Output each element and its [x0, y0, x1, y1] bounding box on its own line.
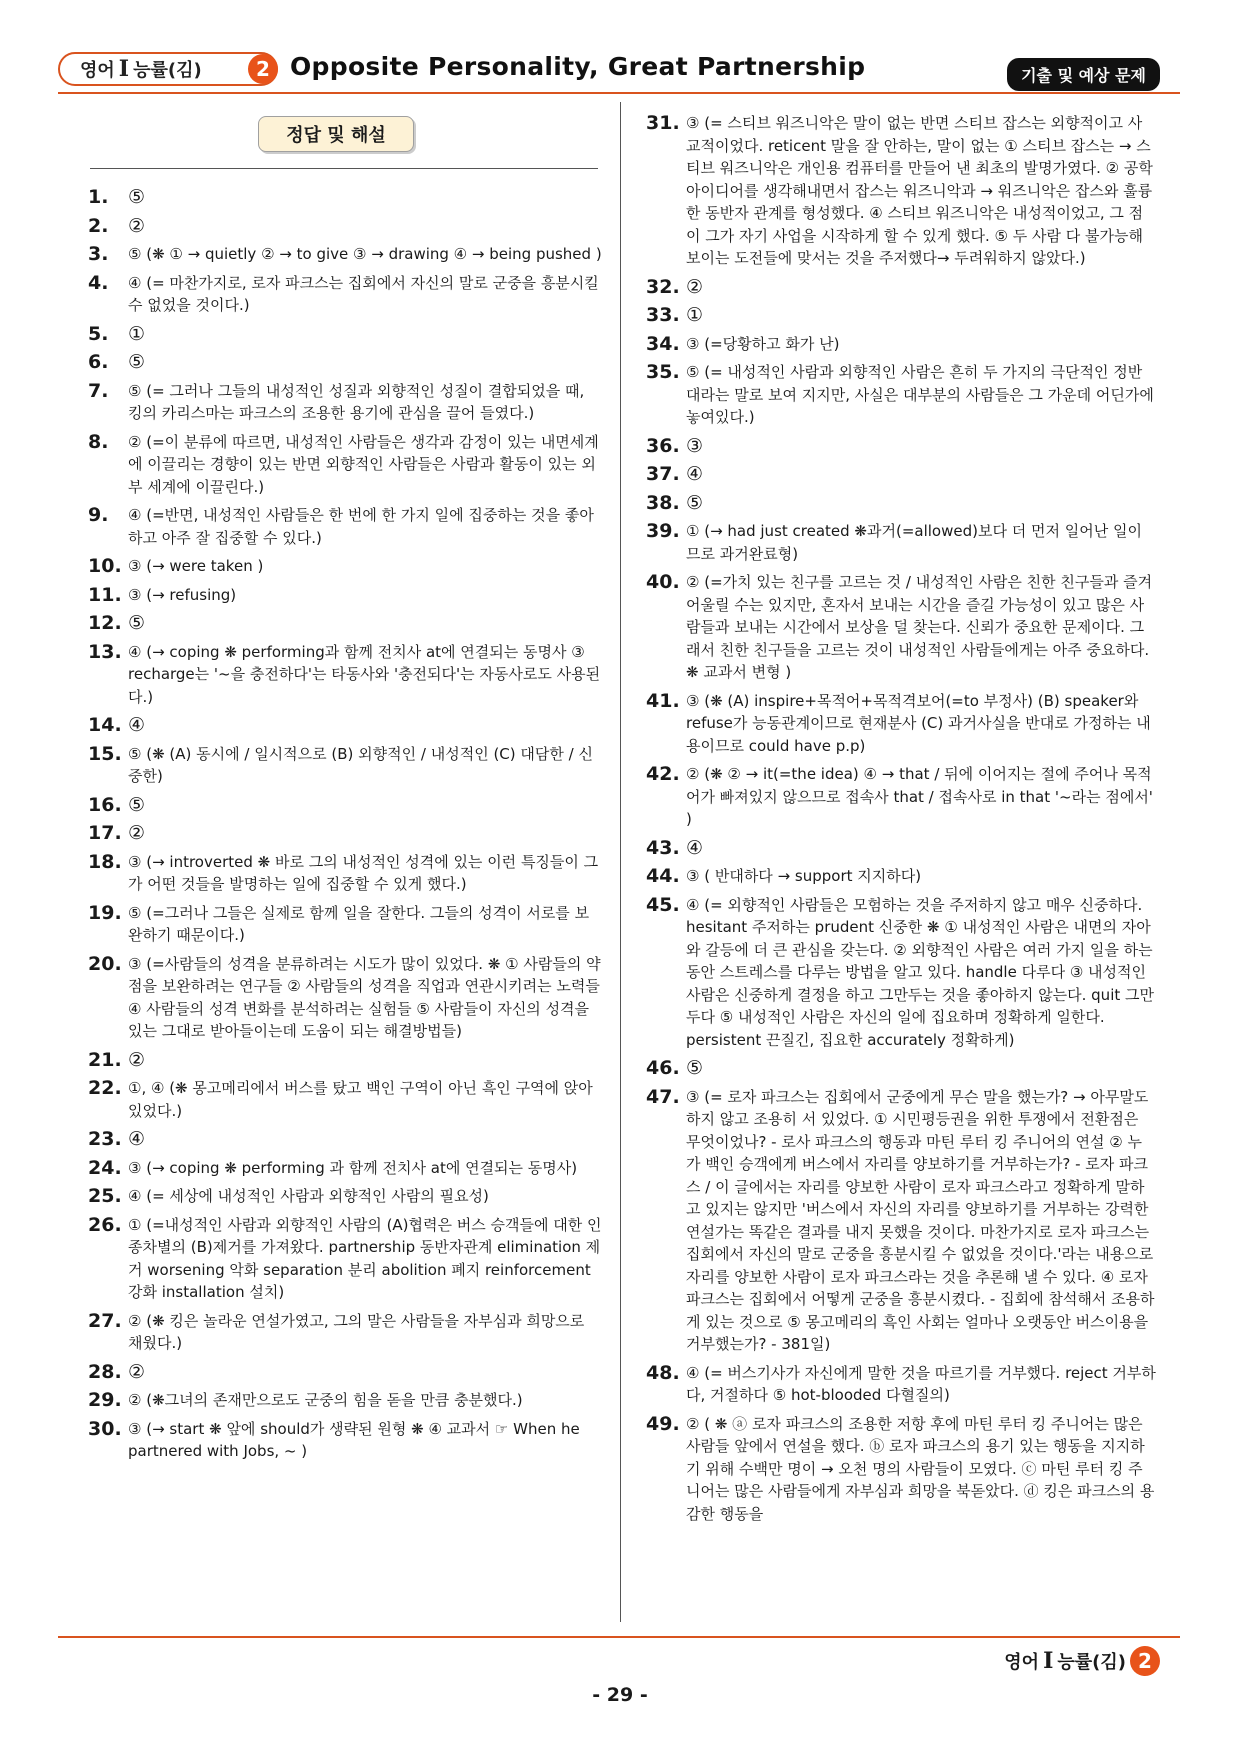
- answer-text: ⑤: [128, 612, 146, 634]
- answer-number: 2.: [88, 214, 109, 237]
- answer-item: [88, 641, 602, 709]
- answer-text: ①: [128, 322, 146, 345]
- answer-number: 35.: [646, 361, 680, 383]
- answer-text: ⑤ (=그러나 그들은 실제로 함께 일을 잘한다. 그들의 성격이 서로를 보완하기 때문이다.): [128, 903, 590, 944]
- answer-text: ② (❋그녀의 존재만으로도 군중의 힘을 돋을 만큼 충분했다.): [128, 1391, 523, 1409]
- answer-text: ② ( ❋ ⓐ 로자 파크스의 조용한 저항 후에 마틴 루터 킹 주니어는 많은 사람들 앞에서 연설을 했다. ⓑ 로자 파크스의 용기 있는 행동을 지지하기 위해 수백만 명이 → 오천 명의 사람들이 모였다. ⓒ 마틴 루터 킹 주니어는 많은 사람들에게 자부심과 희망을 북돋았다. ⓓ 킹은 파크스의 용감한 행동을: [686, 1414, 1155, 1523]
- answer-text: ④: [128, 714, 146, 736]
- answer-item: [646, 463, 1156, 486]
- answer-text: ⑤: [686, 491, 704, 514]
- answer-item: [88, 215, 602, 238]
- page-header: [58, 48, 1180, 94]
- answer-item: [88, 380, 602, 425]
- answer-item: [646, 571, 1156, 684]
- answer-item: [88, 1418, 602, 1463]
- answer-text: ⑤ (❋ (A) 동시에 / 일시적으로 (B) 외향적인 / 내성적인 (C) 대담한 / 신중한): [128, 744, 593, 785]
- answer-text: ④: [686, 836, 704, 859]
- answer-text: ③: [686, 434, 704, 457]
- answer-text: ⑤ (= 그러나 그들의 내성적인 성질과 외향적인 성질이 결합되었을 때, 킹의 카리스마는 파크스의 조용한 용기에 관심을 끌어 들였다.): [128, 381, 585, 422]
- answer-number: 45.: [646, 893, 680, 916]
- answer-number: 17.: [88, 822, 122, 844]
- answer-item: [88, 902, 602, 947]
- answer-item: [88, 1310, 602, 1355]
- answer-number: 41.: [646, 689, 680, 712]
- answer-text: ⑤: [128, 351, 146, 373]
- answer-number: 29.: [88, 1389, 122, 1411]
- answer-item: [88, 1389, 602, 1412]
- answer-text: ①: [686, 304, 704, 326]
- answer-item: [88, 323, 602, 346]
- answer-number: 47.: [646, 1085, 680, 1108]
- answer-text: ③ ( 반대하다 → support 지지하다): [686, 867, 922, 885]
- answer-text: ①, ④ (❋ 몽고메리에서 버스를 탔고 백인 구역이 아닌 흑인 구역에 앉아 있었다.): [128, 1079, 593, 1120]
- answer-item: [88, 186, 602, 209]
- answer-item: [88, 431, 602, 499]
- answers-column-left: [88, 186, 602, 1469]
- answer-text: ② (❋ ② → it(=the idea) ④ → that / 뒤에 이어지는 절에 주어나 목적어가 빠져있지 않으므로 접속사 that / 접속사로 in that '~라는 점에서' ): [686, 765, 1153, 828]
- answer-item: [88, 743, 602, 788]
- answer-text: ④ (= 마찬가지로, 로자 파크스는 집회에서 자신의 말로 군중을 흥분시킬 수 없었을 것이다.): [128, 273, 599, 314]
- answer-text: ②: [128, 822, 146, 844]
- footer-subject-prefix: 영어: [1004, 1652, 1040, 1673]
- answer-number: 31.: [646, 112, 680, 134]
- lesson-title: Opposite Personality, Great Partnership: [290, 52, 866, 81]
- answer-text: ⑤ (❋ ① → quietly ② → to give ③ → drawing ④ → being pushed ): [128, 245, 602, 263]
- answer-item: [88, 1214, 602, 1304]
- answer-number: 22.: [88, 1077, 122, 1099]
- answer-number: 10.: [88, 555, 122, 577]
- answer-text: ⑤: [128, 186, 146, 208]
- answer-number: 14.: [88, 714, 122, 736]
- answer-text: ④ (= 버스기사가 자신에게 말한 것을 따르기를 거부했다. reject 거부하다, 거절하다 ⑤ hot-blooded 다혈질의): [686, 1363, 1156, 1404]
- answer-number: 26.: [88, 1213, 122, 1236]
- answer-item: [646, 1362, 1156, 1407]
- answer-item: [646, 837, 1156, 860]
- answer-number: 9.: [88, 504, 109, 526]
- answer-item: [646, 304, 1156, 327]
- answer-item: [646, 763, 1156, 831]
- answer-number: 25.: [88, 1185, 122, 1207]
- answer-text: ②: [128, 214, 146, 237]
- answer-text: ③ (= 스티브 워즈니악은 말이 없는 반면 스티브 잡스는 외향적이고 사교적이었다. reticent 말을 잘 안하는, 말이 없는 ① 스티브 잡스는 → 스티브 워즈니악은 개인용 컴퓨터를 만들어 낸 최초의 발명가였다. ② 공학 아이디어를 생각해내면서 잡스는 워즈니악과 → 워즈니악은 잡스와 훌륭한 동반자 관계를 형성했다. ④ 스티브 워즈니악은 내성적이었고, 그 점이 그가 자기 사업을 시작하게 할 수 있게 했다. ⑤ 두 사람 다 불가능해 보이는 도전들에 맞서는 것을 주저했다→ 두려워하지 않았다.): [686, 114, 1153, 267]
- footer-divider: [58, 1636, 1180, 1638]
- answer-number: 34.: [646, 332, 680, 355]
- answer-text: ③ (=사람들의 성격을 분류하려는 시도가 많이 있었다. ❋ ① 사람들의 약점을 보완하려는 연구들 ② 사람들의 성격을 직업과 연관시키려는 노력들 ④ 사람들의 성격 변화를 분석하려는 실험들 ⑤ 사람들이 자신의 성격을 있는 그대로 받아들이는데 도움이 되는 해결방법들): [128, 954, 601, 1040]
- answer-item: [88, 584, 602, 607]
- answer-item: [88, 612, 602, 635]
- footer-subject-suffix: 능률(김): [1057, 1652, 1126, 1673]
- answer-text: ②: [128, 1048, 146, 1071]
- answer-number: 16.: [88, 793, 122, 816]
- answer-number: 12.: [88, 612, 122, 634]
- answer-text: ③ (→ were taken ): [128, 557, 264, 575]
- answer-item: [646, 492, 1156, 515]
- answer-number: 6.: [88, 351, 109, 373]
- answer-item: [88, 555, 602, 578]
- answer-item: [646, 1413, 1156, 1526]
- answer-text: ② (=이 분류에 따르면, 내성적인 사람들은 생각과 감정이 있는 내면세계에 이끌리는 경향이 있는 반면 외향적인 사람들은 사람과 활동이 있는 외부 세계에 이끌린다.): [128, 432, 599, 496]
- answer-number: 49.: [646, 1412, 680, 1435]
- answer-text: ③ (→ start ❋ 앞에 should가 생략된 원형 ❋ ④ 교과서 ☞ When he partnered with Jobs, ~ ): [128, 1419, 580, 1460]
- answer-item: [88, 1077, 602, 1122]
- footer-brand: [1004, 1646, 1160, 1676]
- answer-text: ③ (→ coping ❋ performing 과 함께 전치사 at에 연결되는 동명사): [128, 1158, 578, 1177]
- page-number: - 29 -: [592, 1684, 648, 1706]
- answer-text: ④ (= 외향적인 사람들은 모험하는 것을 주저하지 않고 매우 신중하다. hesitant 주저하는 prudent 신중한 ❋ ① 내성적인 사람은 내면의 자아와 갈등에 더 큰 관심을 갖는다. ② 외향적인 사람은 여러 가지 일을 하는 동안 스트레스를 다루는 방법을 알고 있다. handle 다루다 ③ 내성적인 사람은 신중하게 결정을 하고 그만두는 것을 좋아하지 않는다. quit 그만두다 ⑤ 내성적인 사람은 자신의 일에 집요하며 정확하게 일한다. persistent 끈질긴, 집요한 accurately 정확하게): [686, 895, 1154, 1049]
- answer-item: [88, 953, 602, 1043]
- footer-lesson-badge: 2: [1130, 1646, 1160, 1676]
- answer-number: 1.: [88, 186, 109, 208]
- answer-number: 44.: [646, 865, 680, 887]
- answer-text: ② (❋ 킹은 놀라운 연설가였고, 그의 말은 사람들을 자부심과 희망으로 채웠다.): [128, 1311, 585, 1352]
- answer-number: 3.: [88, 243, 109, 265]
- answer-item: [646, 690, 1156, 758]
- answer-item: [646, 894, 1156, 1052]
- answer-item: [646, 520, 1156, 565]
- answer-item: [646, 1057, 1156, 1080]
- answer-number: 30.: [88, 1417, 122, 1440]
- lesson-number-badge: 2: [248, 54, 278, 84]
- answer-number: 32.: [646, 275, 680, 298]
- answer-item: [88, 1049, 602, 1072]
- answer-item: [646, 361, 1156, 429]
- answer-number: 18.: [88, 850, 122, 873]
- answer-number: 8.: [88, 430, 109, 453]
- answer-number: 5.: [88, 322, 109, 345]
- answer-text: ④: [128, 1128, 146, 1150]
- answer-item: [88, 1361, 602, 1384]
- answer-number: 37.: [646, 463, 680, 485]
- answer-number: 43.: [646, 836, 680, 859]
- answer-item: [646, 865, 1156, 888]
- answer-item: [88, 714, 602, 737]
- answer-number: 24.: [88, 1156, 122, 1179]
- answer-text: ④: [686, 463, 704, 485]
- answer-text: ① (→ had just created ❋과거(=allowed)보다 더 먼저 일어난 일이므로 과거완료형): [686, 522, 1142, 563]
- answer-text: ③ (→ introverted ❋ 바로 그의 내성적인 성격에 있는 이런 특징들이 그가 어떤 것들을 발명하는 일에 집중할 수 있게 했다.): [128, 852, 599, 893]
- exam-tag: 기출 및 예상 문제: [1007, 58, 1160, 91]
- answer-text: ④ (→ coping ❋ performing과 함께 전치사 at에 연결되는 동명사 ③ recharge는 '~을 충전하다'는 타동사와 '충전되다'는 자동사로도 사용된다.): [128, 642, 601, 706]
- answer-text: ① (=내성적인 사람과 외향적인 사람의 (A)협력은 버스 승객들에 대한 인종차별의 (B)제거를 가져왔다. partnership 동반자관계 elimination 제거 worsening 악화 separation 분리 abolition 폐지 reinforcement 강화 installation 설치): [128, 1215, 602, 1301]
- answer-item: [88, 243, 602, 266]
- answer-number: 27.: [88, 1309, 122, 1332]
- answer-item: [646, 112, 1156, 270]
- answer-text: ④ (= 세상에 내성적인 사람과 외향적인 사람의 필요성): [128, 1187, 489, 1205]
- answer-item: [88, 1185, 602, 1208]
- answer-number: 13.: [88, 640, 122, 663]
- answer-text: ③ (= 로자 파크스는 집회에서 군중에게 무슨 말을 했는가? → 아무말도 하지 않고 조용히 서 있었다. ① 시민평등권을 위한 투쟁에서 전환점은 무엇이었나? - 로사 파크스의 행동과 마틴 루터 킹 주니어의 연설 ② 누가 백인 승객에게 버스에서 자리를 양보하기를 거부하는가? - 로자 파크스 / 이 글에서는 자리를 양보한 사람이 로자 파크스라고 정확하게 말하고 있지는 않지만 '버스에서 자신의 자리를 양보하기를 거부하는 강력한 연설가는 똑같은 결과를 내지 못했을 것이다. 마찬가지로 로자 파크스는 집회에서 자신의 말로 군중을 흥분시킬 수 없었을 것이다.'라는 내용으로 자리를 양보한 사람이 로자 파크스라는 것을 추론해 낼 수 있다. ④ 로자 파크스는 집회에서 어떻게 군중을 흥분시켰다. - 집회에 참석해서 조용하게 있는 것으로 ⑤ 몽고메리의 흑인 사회는 얼마나 오랫동안 버스이용을 거부했는가? - 381일): [686, 1087, 1155, 1353]
- answer-number: 48.: [646, 1361, 680, 1384]
- answer-item: [646, 1086, 1156, 1356]
- answer-text: ④ (=반면, 내성적인 사람들은 한 번에 한 가지 일에 집중하는 것을 좋아하고 아주 잘 집중할 수 있다.): [128, 506, 594, 547]
- answer-text: ⑤ (= 내성적인 사람과 외향적인 사람은 흔히 두 가지의 극단적인 정반대라는 말로 보여 지지만, 사실은 대부분의 사람들은 그 가운데 어딘가에 놓여있다.): [686, 363, 1154, 426]
- answer-number: 23.: [88, 1128, 122, 1150]
- answer-item: [88, 794, 602, 817]
- subject-roman: I: [118, 56, 130, 82]
- answer-text: ②: [128, 1360, 146, 1383]
- answer-number: 46.: [646, 1057, 680, 1079]
- answer-number: 28.: [88, 1360, 122, 1383]
- answer-item: [88, 822, 602, 845]
- subject-prefix: 영어: [80, 60, 115, 81]
- answer-text: ⑤: [686, 1057, 704, 1079]
- answer-item: [88, 851, 602, 896]
- answer-text: ③ (❋ (A) inspire+목적어+목적격보어(=to 부정사) (B) speaker와 refuse가 능동관계이므로 현재분사 (C) 과거사실을 반대로 가정하는 내용이므로 could have p.p): [686, 691, 1151, 755]
- answer-text: ③ (→ refusing): [128, 585, 237, 604]
- answer-item: [88, 504, 602, 549]
- answer-text: ⑤: [128, 793, 146, 816]
- answer-number: 36.: [646, 434, 680, 457]
- answer-item: [88, 1157, 602, 1180]
- answer-number: 21.: [88, 1048, 122, 1071]
- answer-number: 11.: [88, 583, 122, 606]
- answer-item: [646, 276, 1156, 299]
- answer-number: 19.: [88, 901, 122, 924]
- header-divider: [58, 92, 1180, 94]
- answer-text: ② (=가치 있는 친구를 고르는 것 / 내성적인 사람은 친한 친구들과 즐겨 어울릴 수는 있지만, 혼자서 보내는 시간을 즐길 가능성이 있고 많은 사람들과 보내는 시간에서 보상을 덜 찾는다. 신뢰가 중요한 문제이다. 그래서 친한 친구들을 고르는 것이 내성적인 사람들에게는 아주 중요하다. ❋ 교과서 변형 ): [686, 573, 1153, 681]
- answer-item: [646, 435, 1156, 458]
- answer-text: ②: [686, 275, 704, 298]
- answer-item: [646, 333, 1156, 356]
- subject-badge: [58, 52, 278, 86]
- answer-number: 42.: [646, 763, 680, 785]
- answers-column-right: [646, 112, 1156, 1531]
- answer-item: [88, 351, 602, 374]
- answer-number: 20.: [88, 952, 122, 975]
- section-title: 정답 및 해설: [258, 116, 414, 152]
- subject-suffix: 능률(김): [133, 60, 202, 81]
- footer-subject-roman: I: [1043, 1648, 1054, 1674]
- answer-number: 39.: [646, 520, 680, 542]
- answer-number: 33.: [646, 304, 680, 326]
- answer-number: 38.: [646, 491, 680, 514]
- answer-item: [88, 272, 602, 317]
- answer-number: 15.: [88, 742, 122, 765]
- answer-number: 7.: [88, 379, 109, 402]
- answer-item: [88, 1128, 602, 1151]
- answer-number: 4.: [88, 271, 109, 294]
- answer-number: 40.: [646, 571, 680, 593]
- section-rule: [90, 168, 598, 169]
- column-divider: [620, 102, 621, 1622]
- answer-text: ③ (=당황하고 화가 난): [686, 334, 840, 353]
